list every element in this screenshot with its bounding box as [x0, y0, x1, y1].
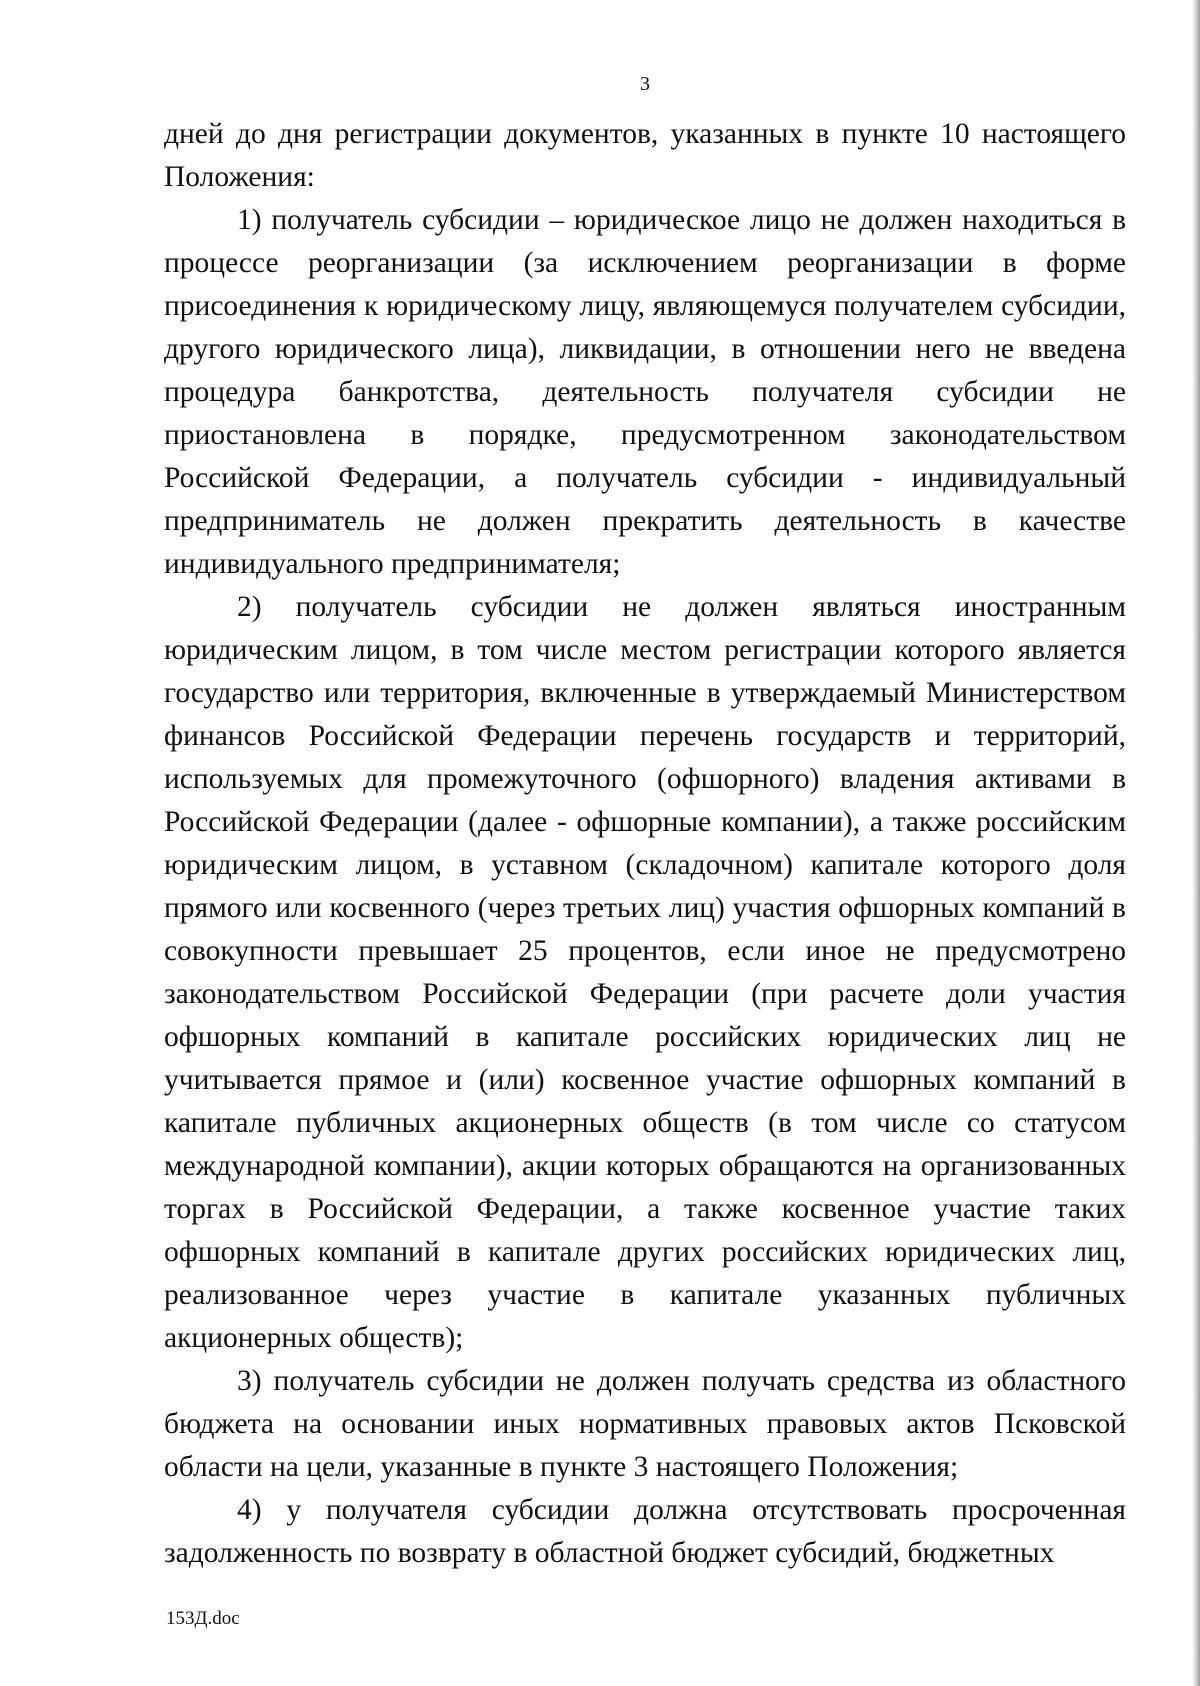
paragraph-continuation: дней до дня регистрации документов, указанных в пункте 10 настоящего Положения:: [164, 118, 1126, 193]
page-number: 3: [640, 73, 650, 95]
paragraph-item-3: 3) получатель субсидии не должен получать средства из областного бюджета на основании иных нормативных правовых актов Псковской области на цели, указанные в пункте 3 настоящего Положения;: [164, 1365, 1126, 1483]
document-body: [164, 113, 1126, 1575]
scan-edge-shadow: [1192, 0, 1200, 1686]
paragraph-item-4: 4) у получателя субсидии должна отсутствовать просроченная задолженность по возврату в областной бюджет субсидий, бюджетных: [164, 1494, 1126, 1569]
paragraph-item-2: 2) получатель субсидии не должен являться иностранным юридическим лицом, в том числе местом регистрации которого является государство или территория, включенные в утверждаемый Министерством финансов Российской Федерации перечень государств и территорий, используемых для промежуточного (офшорного) владения активами в Российской Федерации (далее - офшорные компании), а также российским юридическим лицом, в уставном (складочном) капитале которого доля прямого или косвенного (через третьих лиц) участия офшорных компаний в совокупности превышает 25 процентов, если иное не предусмотрено законодательством Российской Федерации (при расчете доли участия офшорных компаний в капитале российских юридических лиц не учитывается прямое и (или) косвенное участие офшорных компаний в капитале публичных акционерных обществ (в том числе со статусом международной компании), акции которых обращаются на организованных торгах в Российской Федерации, а также косвенное участие таких офшорных компаний в капитале других российских юридических лиц, реализованное через участие в капитале указанных публичных акционерных обществ);: [164, 591, 1126, 1354]
footer-filename: 153Д.doc: [166, 1608, 240, 1629]
paragraph-item-1: 1) получатель субсидии – юридическое лицо не должен находиться в процессе реорганизации (за исключением реорганизации в форме присоединения к юридическому лицу, являющемуся получателем субсидии, другого юридического лица), ликвидации, в отношении него не введена процедура банкротства, деятельность получателя субсидии не приостановлена в порядке, предусмотренном законодательством Российской Федерации, а получатель субсидии - индивидуальный предприниматель не должен прекратить деятельность в качестве индивидуального предпринимателя;: [164, 204, 1126, 580]
